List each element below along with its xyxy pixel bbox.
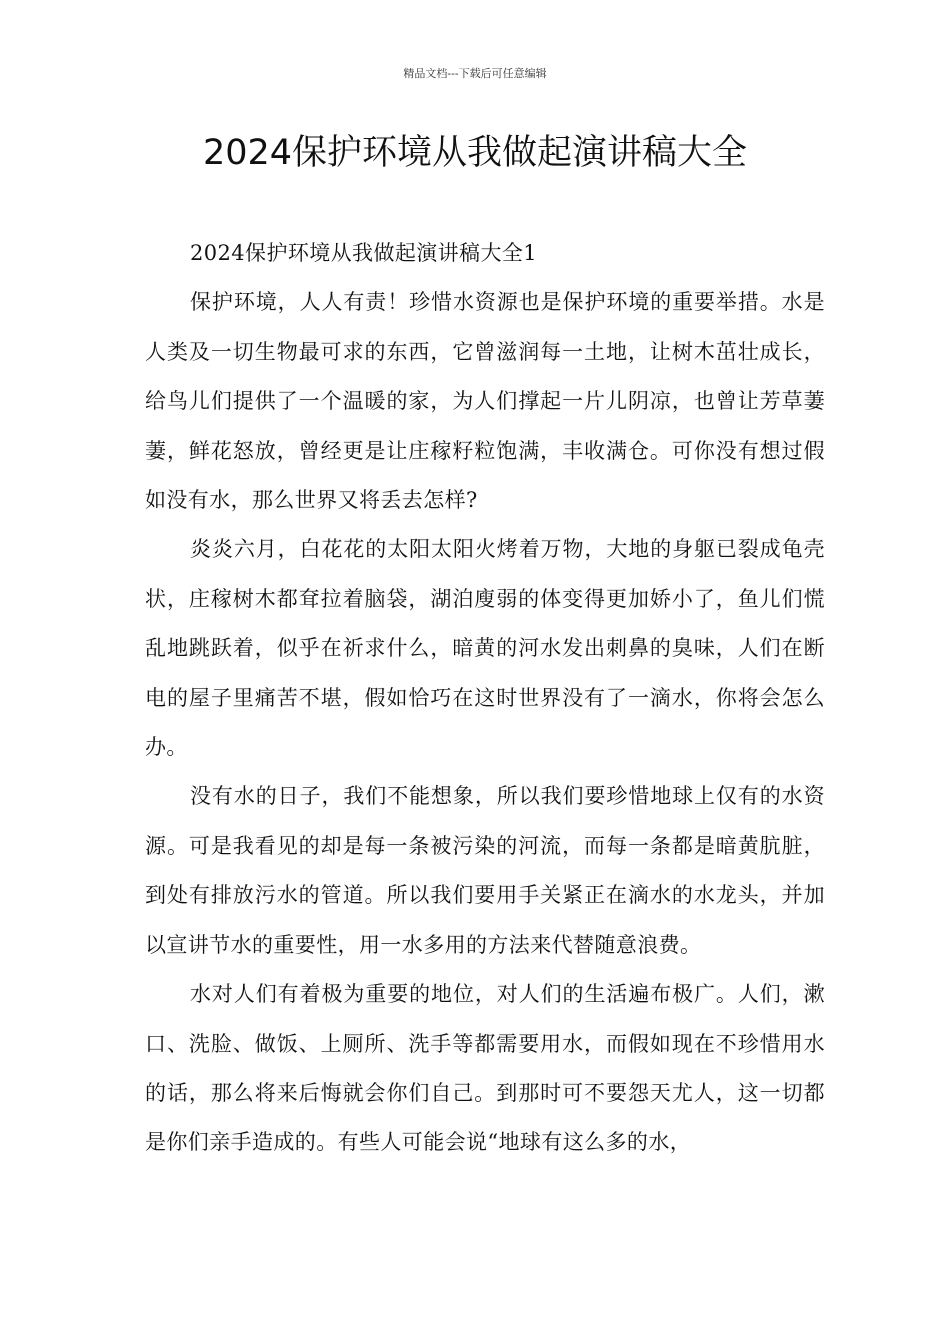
paragraph: 炎炎六月，白花花的太阳太阳火烤着万物，大地的身躯已裂成龟壳状，庄稼树木都耷拉着脑袋，湖泊廋弱的体变得更加娇小了，鱼儿们慌乱地跳跃着，似乎在祈求什么，暗黄的河水发出刺鼻的臭味，人们在断电的屋子里痛苦不堪，假如恰巧在这时世界没有了一滴水，你将会怎么办。 bbox=[145, 537, 825, 760]
paragraph: 没有水的日子，我们不能想象，所以我们要珍惜地球上仅有的水资源。可是我看见的却是每一条被污染的河流，而每一条都是暗黄肮脏，到处有排放污水的管道。所以我们要用手关紧正在滴水的水龙头，并加以宣讲节水的重要性，用一水多用的方法来代替随意浪费。 bbox=[145, 784, 825, 957]
paragraph: 水对人们有着极为重要的地位，对人们的生活遍布极广。人们，漱口、洗脸、做饭、上厕所、洗手等都需要用水，而假如现在不珍惜用水的话，那么将来后悔就会你们自己。到那时可不要怨天尤人，这一切都是你们亲手造成的。有些人可能会说“地球有这么多的水， bbox=[145, 982, 825, 1155]
section-heading: 2024保护环境从我做起演讲稿大全1 bbox=[190, 241, 538, 265]
document-title: 2024保护环境从我做起演讲稿大全 bbox=[202, 133, 748, 173]
header-note: 精品文档---下载后可任意编辑 bbox=[403, 67, 547, 80]
document-body bbox=[145, 229, 825, 1168]
paragraph: 保护环境，人人有责！珍惜水资源也是保护环境的重要举措。水是人类及一切生物最可求的东西，它曾滋润每一土地，让树木茁壮成长，给鸟儿们提供了一个温暖的家，为人们撑起一片儿阴凉，也曾让芳草萋萋，鲜花怒放，曾经更是让庄稼籽粒饱满，丰收满仓。可你没有想过假如没有水，那么世界又将丢去怎样? bbox=[145, 290, 825, 513]
